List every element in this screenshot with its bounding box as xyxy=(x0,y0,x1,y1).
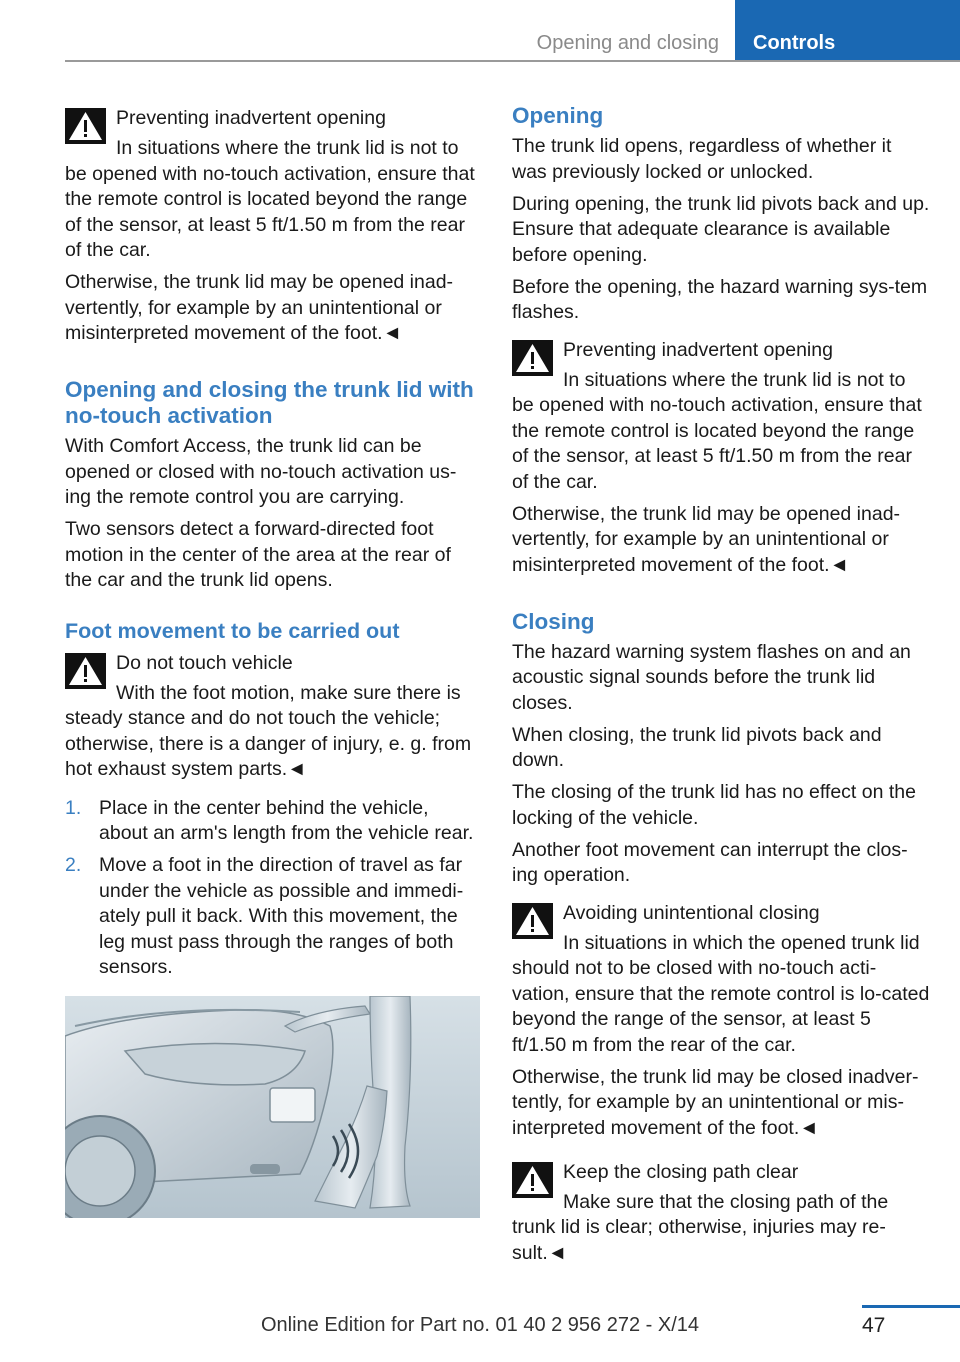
paragraph: Another foot movement can interrupt the clos‐ing operation. xyxy=(512,838,908,886)
step-number: 2. xyxy=(65,854,82,876)
warning-triangle-icon xyxy=(65,653,106,689)
warning-block xyxy=(512,336,930,585)
warning-body: In situations in which the opened trunk lid should not to be closed with no-touch acti‐vation, ensure that the remote control is lo‐cated beyond the range of the sensor, at least 5 ft/1.50 m from the rear of the car. xyxy=(512,931,930,1056)
warning-body-continued: Otherwise, the trunk lid may be closed inadver‐tently, for example by an unintentional or mis‐interpreted movement of the foot.◄ xyxy=(512,1065,919,1139)
right-column xyxy=(512,100,930,1279)
warning-triangle-icon xyxy=(512,340,553,376)
section-heading-no-touch: Opening and closing the trunk lid with no-touch activation xyxy=(65,377,474,428)
header-rule xyxy=(65,60,960,62)
no-touch-illustration xyxy=(65,996,480,1218)
paragraph: The closing of the trunk lid has no effect on the locking of the vehicle. xyxy=(512,781,916,829)
page-number: 47 xyxy=(862,1314,886,1337)
warning-body-continued: Otherwise, the trunk lid may be opened inad‐vertently, for example by an unintentional or misinterpreted movement of the foot.◄ xyxy=(65,271,454,344)
warning-block xyxy=(512,1158,930,1273)
warning-body: In situations where the trunk lid is not to be opened with no-touch activation, ensure that the remote control is located beyond the range of the sensor, at least 5 ft/1.50 m from the rear of the car. xyxy=(512,368,922,493)
warning-triangle-icon xyxy=(512,1162,553,1198)
paragraph: When closing, the trunk lid pivots back and down. xyxy=(512,723,882,771)
paragraph: During opening, the trunk lid pivots back and up. Ensure that adequate clearance is available before opening. xyxy=(512,192,930,266)
warning-triangle-icon xyxy=(512,903,553,939)
warning-title: Preventing inadvertent opening xyxy=(116,107,386,129)
paragraph: Before the opening, the hazard warning sys‐tem flashes. xyxy=(512,275,928,323)
warning-title: Keep the closing path clear xyxy=(563,1160,799,1183)
warning-body: With the foot motion, make sure there is steady stance and do not touch the vehicle; otherwise, there is a danger of injury, e. g. from hot exhaust system parts.◄ xyxy=(65,681,472,780)
page-header xyxy=(65,0,960,62)
warning-title: Avoiding unintentional closing xyxy=(563,901,820,924)
warning-title: Preventing inadvertent opening xyxy=(563,338,833,361)
list-item xyxy=(65,853,480,981)
warning-body: In situations where the trunk lid is not to be opened with no-touch activation, ensure that the remote control is located beyond the range of the sensor, at least 5 ft/1.50 m from the rear of the car. xyxy=(65,137,475,261)
warning-block xyxy=(65,104,480,353)
warning-body: Make sure that the closing path of the trunk lid is clear; otherwise, injuries may re‐sult.◄ xyxy=(512,1190,889,1264)
warning-block xyxy=(512,899,930,1148)
header-section-title: Opening and closing xyxy=(536,32,719,54)
left-column xyxy=(65,100,480,987)
section-heading-foot-movement: Foot movement to be carried out xyxy=(65,618,400,643)
warning-triangle-icon xyxy=(65,108,106,144)
paragraph-comfort-access: With Comfort Access, the trunk lid can be opened or closed with no-touch activation us‐ing the remote control you are carrying. xyxy=(65,435,457,508)
list-item xyxy=(65,796,480,847)
warning-body-continued: Otherwise, the trunk lid may be opened inad‐vertently, for example by an unintentional or misinterpreted movement of the foot.◄ xyxy=(512,502,901,576)
section-heading-opening: Opening xyxy=(512,103,604,128)
section-heading-closing: Closing xyxy=(512,608,595,634)
footer-edition: Online Edition for Part no. 01 40 2 956 272 - X/14 xyxy=(260,1314,700,1336)
step-text: Place in the center behind the vehicle, about an arm's length from the vehicle rear. xyxy=(99,796,474,844)
page-number-rule xyxy=(862,1305,960,1308)
step-text: Move a foot in the direction of travel as far under the vehicle as possible and immedi‐ately pull it back. With this movement, the leg must pass through the ranges of both sensors. xyxy=(99,854,464,978)
steps-list xyxy=(65,796,480,981)
foot-motion-illustration xyxy=(65,996,480,1218)
paragraph-sensors: Two sensors detect a forward-directed foot motion in the center of the area at the rear of the car and the trunk lid opens. xyxy=(65,518,451,591)
step-number: 1. xyxy=(65,796,82,819)
paragraph: The hazard warning system flashes on and an acoustic signal sounds before the trunk lid closes. xyxy=(512,640,911,714)
paragraph: The trunk lid opens, regardless of whether it was previously locked or unlocked. xyxy=(512,135,892,183)
warning-block xyxy=(65,649,480,790)
header-chapter-tab: Controls xyxy=(735,0,960,62)
warning-title: Do not touch vehicle xyxy=(116,651,293,674)
